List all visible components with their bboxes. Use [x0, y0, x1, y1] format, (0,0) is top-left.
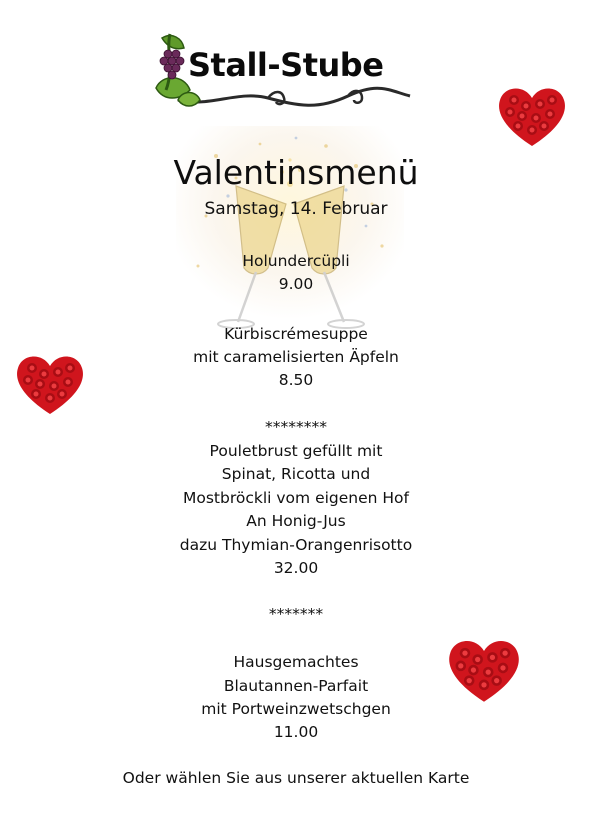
logo — [148, 30, 414, 112]
menu-date: Samstag, 14. Februar — [204, 199, 388, 219]
drink-price: 9.00 — [278, 275, 314, 293]
dessert-line-3: mit Portweinzwetschgen — [201, 700, 391, 718]
main-line-4: An Honig-Jus — [246, 512, 346, 530]
dessert-price: 11.00 — [273, 723, 319, 741]
starter-line-2: mit caramelisierten Äpfeln — [193, 348, 399, 366]
separator-2: ******* — [268, 605, 324, 623]
starter-price: 8.50 — [278, 371, 314, 389]
drink-name: Holundercüpli — [242, 252, 350, 270]
rose-heart-icon — [496, 82, 568, 148]
main-line-5: dazu Thymian-Orangenrisotto — [179, 536, 413, 554]
dessert-line-2: Blautannen-Parfait — [223, 677, 369, 695]
starter-line-1: Kürbiscrémesuppe — [224, 325, 368, 343]
menu-title: Valentinsmenü — [173, 153, 419, 192]
main-line-2: Spinat, Ricotta und — [221, 465, 371, 483]
main-line-1: Pouletbrust gefüllt mit — [209, 442, 383, 460]
separator-1: ******** — [265, 418, 327, 436]
dessert-line-1: Hausgemachtes — [233, 653, 359, 671]
main-line-3: Mostbröckli vom eigenen Hof — [182, 489, 409, 507]
main-price: 32.00 — [273, 559, 319, 577]
footer-note: Oder wählen Sie aus unserer aktuellen Karte — [122, 769, 470, 787]
logo-text: Stall-Stube — [188, 46, 384, 84]
